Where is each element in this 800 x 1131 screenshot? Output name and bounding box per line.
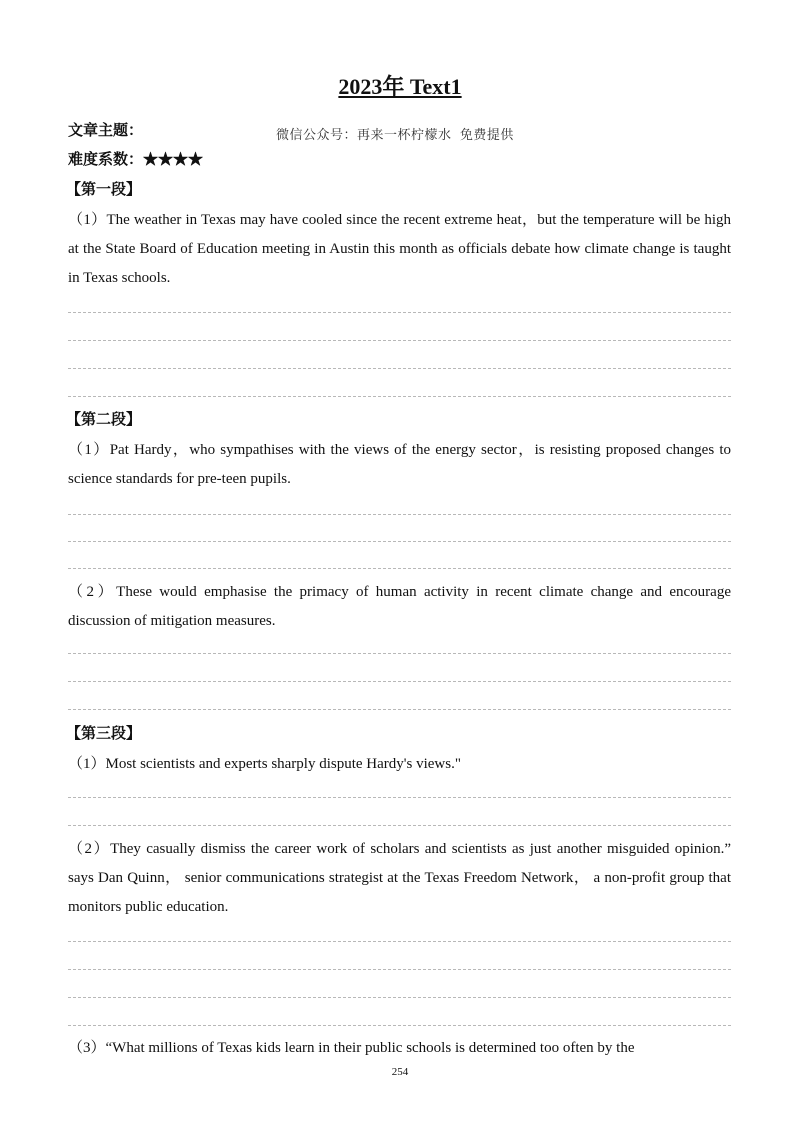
difficulty-label: 难度系数：★★★★ bbox=[68, 152, 204, 168]
sentence-1-1: （1）The weather in Texas may have cooled since the recent extreme heat，but the temperature will be high at the State Board of Education meeting in Austin this month as officials debate how climate change is taught in Texas schools. bbox=[68, 212, 731, 286]
translation-line bbox=[68, 997, 731, 998]
sentence-3-1: （1）Most scientists and experts sharply dispute Hardy's views." bbox=[68, 756, 461, 772]
translation-line bbox=[68, 514, 731, 515]
translation-line bbox=[68, 1025, 731, 1026]
page-title: 2023年 Text1 bbox=[338, 74, 462, 99]
sentence-3-3: （3）“What millions of Texas kids learn in their public schools is determined too often by the bbox=[68, 1040, 635, 1056]
translation-line bbox=[68, 312, 731, 313]
section-heading-3: 【第三段】 bbox=[66, 726, 142, 742]
sentence-2-1: （1）Pat Hardy，who sympathises with the views of the energy sector，is resisting proposed changes to science standards for pre-teen pupils. bbox=[68, 442, 731, 487]
wechat-credit: 微信公众号：再来一杯柠檬水 免费提供 bbox=[276, 128, 514, 143]
translation-line bbox=[68, 969, 731, 970]
translation-line bbox=[68, 541, 731, 542]
translation-line bbox=[68, 368, 731, 369]
section-heading-1: 【第一段】 bbox=[66, 182, 142, 198]
translation-line bbox=[68, 568, 731, 569]
translation-line bbox=[68, 825, 731, 826]
translation-line bbox=[68, 709, 731, 710]
translation-line bbox=[68, 797, 731, 798]
translation-line bbox=[68, 653, 731, 654]
translation-line bbox=[68, 396, 731, 397]
translation-line bbox=[68, 340, 731, 341]
sentence-3-2: （2）They casually dismiss the career work of scholars and scientists as just another misguided opinion.” says Dan Quinn， senior communications strategist at the Texas Freedom Network， a non-profit group that monitors public education. bbox=[68, 841, 731, 915]
page-number: 254 bbox=[391, 1066, 409, 1078]
theme-label: 文章主题： bbox=[68, 123, 144, 139]
translation-line bbox=[68, 681, 731, 682]
translation-line bbox=[68, 941, 731, 942]
sentence-2-2: （2）These would emphasise the primacy of human activity in recent climate change and encourage discussion of mitigation measures. bbox=[68, 584, 731, 629]
section-heading-2: 【第二段】 bbox=[66, 412, 142, 428]
